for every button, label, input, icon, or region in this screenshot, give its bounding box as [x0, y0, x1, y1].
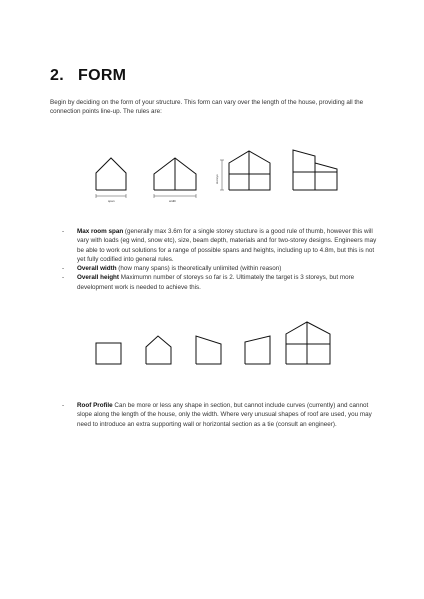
storeys-label: storeys — [215, 174, 219, 184]
list-item: - Overall width (how many spans) is theoretically unlimited (within reason) — [62, 265, 282, 273]
roof-rules-list — [62, 401, 382, 429]
profile-gable — [146, 336, 171, 364]
width-label: width — [169, 199, 177, 203]
section-number: 2. — [50, 67, 64, 84]
profile-mono-pitch-reverse — [245, 336, 270, 364]
profile-flat — [96, 343, 121, 364]
intro-paragraph: Begin by deciding on the form of your structure. This form can vary over the length of the house, providing all the connection points line-up. The rules are: — [50, 99, 364, 116]
profile-mono-pitch — [196, 336, 221, 364]
list-item: - Overall height Maximumn number of storeys so far is 2. Ultimately the target is 3 storeys, but more development work is needed to achieve this. — [62, 274, 355, 291]
span-label: span — [108, 199, 115, 203]
list-item: - Max room span (generally max 3.6m for a single storey stucture is a good rule of thumb, however this will vary with loads (eg wind, snow etc), size, beam depth, materials and for two-storey designs. Engineers may be able to work out solutions for a range of possible spans and heights, including up to 4.8m, but this is not yet fully codified into general rules. — [62, 228, 377, 263]
section-title: FORM — [78, 67, 127, 84]
list-item: - Roof Profile Can be more or less any shape in section, but cannot include curves (currently) and cannot slope along the length of the house, only the width. Where very unusual shapes of roof are used, you may need to introduce an extra supporting wall or horizontal section as a tie (consult an engineer). — [62, 402, 372, 428]
profile-two-storey — [286, 322, 330, 364]
